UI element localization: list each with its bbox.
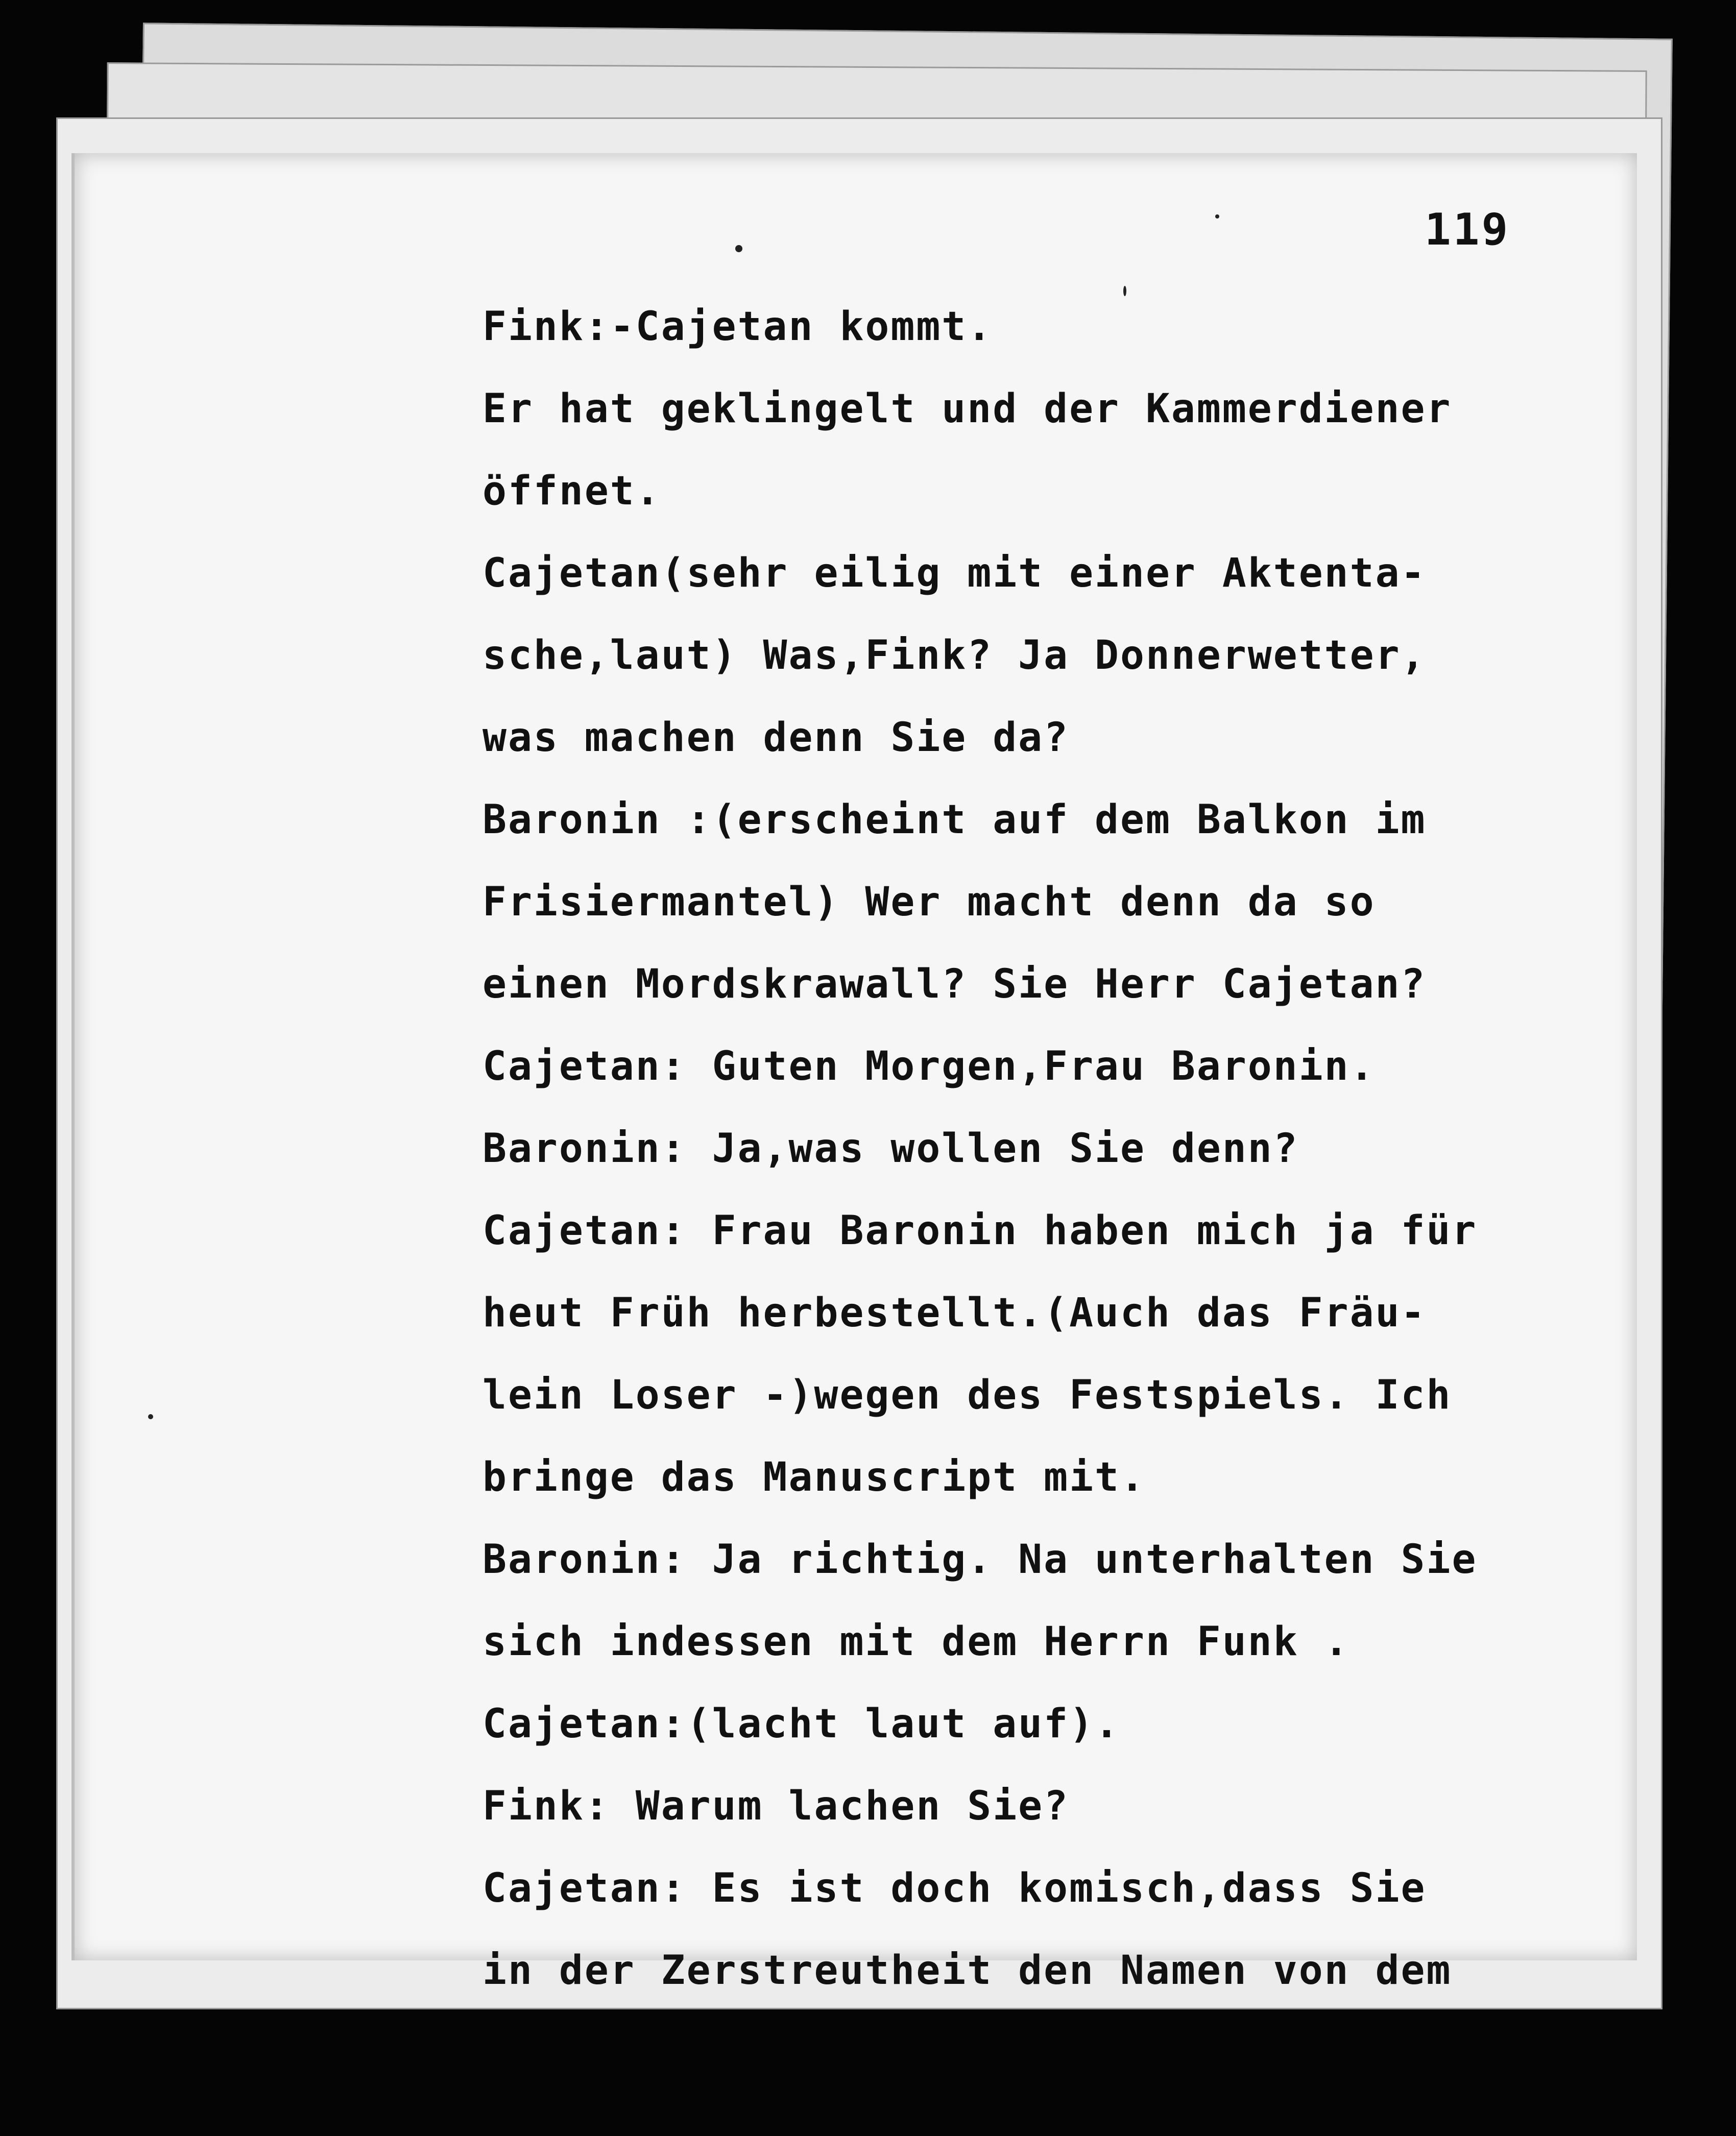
text-line: Baronin: Ja richtig. Na unterhalten Sie <box>483 1537 1478 1583</box>
text-line: einen Mordskrawall? Sie Herr Cajetan? <box>483 961 1427 1007</box>
paper-speck <box>1215 214 1219 219</box>
text-line: Cajetan:(lacht laut auf). <box>483 1701 1120 1747</box>
text-line: sche,laut) Was,Fink? Ja Donnerwetter, <box>483 633 1427 678</box>
text-line: Baronin: Ja,was wollen Sie denn? <box>483 1126 1299 1172</box>
text-line: Frisiermantel) Wer macht denn da so <box>483 879 1376 925</box>
text-line: Fink: Warum lachen Sie? <box>483 1783 1070 1829</box>
text-line: Fink:-Cajetan kommt. <box>483 304 993 350</box>
text-line: in der Zerstreutheit den Namen von dem <box>483 1948 1452 1994</box>
text-line: öffnet. <box>483 468 661 514</box>
text-line: lein Loser -)wegen des Festspiels. Ich <box>483 1372 1452 1418</box>
text-line: was machen denn Sie da? <box>483 715 1070 761</box>
text-line: Cajetan(sehr eilig mit einer Aktenta- <box>483 550 1427 596</box>
text-line: sich indessen mit dem Herrn Funk . <box>483 1619 1350 1665</box>
paper-speck <box>148 1414 153 1419</box>
text-line: Cajetan: Guten Morgen,Frau Baronin. <box>483 1043 1376 1089</box>
paper-speck <box>1123 286 1126 296</box>
text-line: Cajetan: Frau Baronin haben mich ja für <box>483 1208 1478 1254</box>
typed-text-body <box>483 291 1555 2017</box>
text-line: Er hat geklingelt und der Kammerdiener <box>483 386 1452 432</box>
text-line: heut Früh herbestellt.(Auch das Fräu- <box>483 1290 1427 1336</box>
page-number: 119 <box>1425 204 1510 255</box>
text-line: Baronin :(erscheint auf dem Balkon im <box>483 797 1427 843</box>
paper-speck <box>735 245 742 252</box>
text-line: Cajetan: Es ist doch komisch,dass Sie <box>483 1865 1427 1911</box>
text-line: bringe das Manuscript mit. <box>483 1454 1146 1500</box>
